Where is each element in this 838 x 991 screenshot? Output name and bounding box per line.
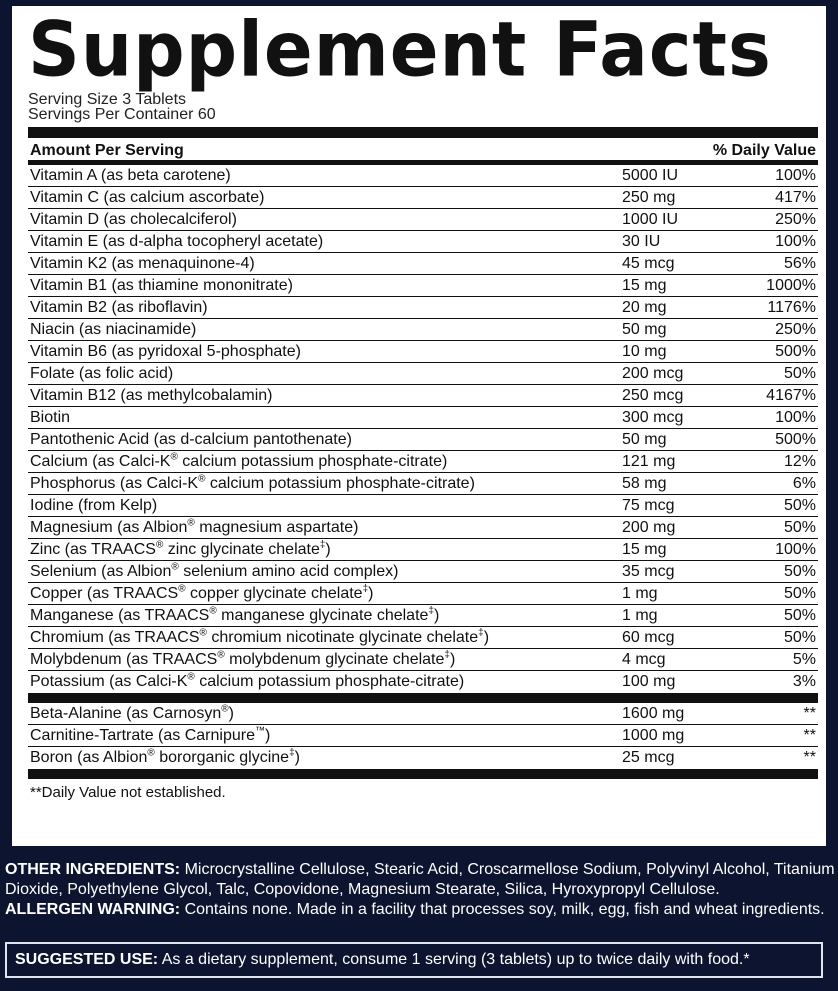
nutrient-daily-value: 56% (783, 255, 816, 272)
suggested-use-label: SUGGESTED USE: (15, 951, 159, 968)
bottom-divider (28, 769, 818, 779)
nutrient-amount: 4 mcg (622, 651, 666, 668)
supplement-facts-panel (12, 6, 826, 846)
nutrient-amount: 10 mg (622, 343, 667, 360)
nutrient-name: Vitamin K2 (as menaquinone-4) (30, 255, 255, 272)
nutrient-daily-value: 50% (783, 365, 816, 382)
other-ingredients-text: Microcrystalline Cellulose, Stearic Acid, Croscarmellose Sodium, Polyvinyl Alcohol, Titanium Dioxide, Polyethylene Glycol, Talc, Copovidone, Magnesium Stearate, Silica, Hyroxypropyl Cellulose. (5, 861, 835, 898)
nutrient-amount: 35 mcg (622, 563, 675, 580)
nutrient-name: Zinc (as TRAACS® zinc glycinate chelate‡) (30, 539, 331, 558)
nutrient-table (28, 165, 818, 692)
nutrient-name: Chromium (as TRAACS® chromium nicotinate glycinate chelate‡) (30, 627, 490, 646)
nutrient-name: Pantothenic Acid (as d-calcium pantothenate) (30, 431, 352, 448)
nutrient-name: Vitamin B2 (as riboflavin) (30, 299, 208, 316)
nutrient-row (28, 165, 818, 187)
nutrient-name: Folate (as folic acid) (30, 365, 174, 382)
nutrient-daily-value: 50% (783, 607, 816, 624)
nutrient-amount: 58 mg (622, 475, 667, 492)
nutrient-amount: 200 mcg (622, 365, 684, 382)
nutrient-row (28, 429, 818, 451)
nutrient-row (28, 451, 818, 473)
nutrient-row (28, 407, 818, 429)
nutrient-daily-value: 417% (775, 189, 816, 206)
nutrient-name: Manganese (as TRAACS® manganese glycinate chelate‡) (30, 605, 440, 624)
nutrient-amount: 45 mcg (622, 255, 675, 272)
nutrient-name: Carnitine-Tartrate (as Carnipure™) (30, 725, 271, 744)
allergen-warning (5, 900, 835, 920)
nutrient-row (28, 341, 818, 363)
facts-title: Supplement Facts (28, 4, 772, 94)
nutrient-amount: 15 mg (622, 541, 667, 558)
nutrient-amount: 250 mg (622, 189, 676, 206)
nutrient-daily-value: 5% (792, 651, 816, 668)
nutrient-amount: 75 mcg (622, 497, 675, 514)
nutrient-row (28, 209, 818, 231)
nutrient-row (28, 747, 818, 769)
nutrient-amount: 300 mcg (622, 409, 684, 426)
thick-divider (28, 127, 818, 138)
nutrient-amount: 1000 mg (622, 727, 685, 744)
nutrient-daily-value: 100% (775, 409, 816, 426)
nutrient-row (28, 473, 818, 495)
nutrient-name: Magnesium (as Albion® magnesium aspartate) (30, 517, 359, 536)
nutrient-row (28, 495, 818, 517)
nutrient-amount: 15 mg (622, 277, 667, 294)
nutrient-name: Selenium (as Albion® selenium amino acid complex) (30, 561, 399, 580)
nutrient-amount: 30 IU (622, 233, 661, 250)
nutrient-amount: 200 mg (622, 519, 676, 536)
other-ingredients-label: OTHER INGREDIENTS: (5, 861, 181, 878)
servings-per-container: Servings Per Container 60 (28, 106, 216, 123)
suggested-use-text: As a dietary supplement, consume 1 serving (3 tablets) up to twice daily with food.* (161, 951, 750, 968)
facts-header-row (28, 138, 818, 160)
nutrient-daily-value: 250% (775, 321, 816, 338)
section-divider (28, 693, 818, 703)
nutrient-amount: 1 mg (622, 607, 658, 624)
nutrient-daily-value: ** (803, 727, 816, 744)
nutrient-daily-value: ** (803, 705, 816, 722)
serving-size: Serving Size 3 Tablets (28, 91, 187, 108)
nutrient-row (28, 627, 818, 649)
amount-per-serving-label: Amount Per Serving (30, 142, 184, 159)
nutrient-name: Potassium (as Calci-K® calcium potassium phosphate-citrate) (30, 671, 465, 690)
nutrient-daily-value: 100% (775, 167, 816, 184)
nutrient-row (28, 517, 818, 539)
nutrient-name: Beta-Alanine (as Carnosyn®) (30, 703, 234, 722)
nutrient-name: Molybdenum (as TRAACS® molybdenum glycinate chelate‡) (30, 649, 456, 668)
nutrient-row (28, 187, 818, 209)
nutrient-amount: 121 mg (622, 453, 676, 470)
nutrient-daily-value: 50% (783, 563, 816, 580)
nutrient-name: Vitamin B1 (as thiamine mononitrate) (30, 277, 293, 294)
nutrient-row (28, 231, 818, 253)
nutrient-amount: 250 mcg (622, 387, 684, 404)
nutrient-daily-value: 50% (783, 629, 816, 646)
nutrient-row (28, 253, 818, 275)
ingredients-block (5, 860, 835, 920)
nutrient-daily-value: 250% (775, 211, 816, 228)
nutrient-amount: 50 mg (622, 431, 667, 448)
nutrient-amount: 20 mg (622, 299, 667, 316)
nutrient-daily-value: 500% (775, 431, 816, 448)
nutrient-daily-value: 50% (783, 585, 816, 602)
nutrient-daily-value: 50% (783, 519, 816, 536)
nutrient-name: Niacin (as niacinamide) (30, 321, 197, 338)
nutrient-name: Boron (as Albion® bororganic glycine‡) (30, 747, 300, 766)
nutrient-amount: 50 mg (622, 321, 667, 338)
nutrient-amount: 1600 mg (622, 705, 685, 722)
daily-value-label: % Daily Value (712, 142, 816, 159)
nutrient-row (28, 275, 818, 297)
nutrient-row (28, 539, 818, 561)
suggested-use-box (5, 942, 823, 978)
nutrient-daily-value: 100% (775, 233, 816, 250)
nutrient-daily-value: 3% (792, 673, 816, 690)
nutrient-row (28, 671, 818, 693)
nutrient-row (28, 385, 818, 407)
nutrient-name: Vitamin B6 (as pyridoxal 5-phosphate) (30, 343, 301, 360)
nutrient-name: Calcium (as Calci-K® calcium potassium phosphate-citrate) (30, 451, 448, 470)
nutrient-row (28, 319, 818, 341)
other-nutrient-table (28, 703, 818, 768)
nutrient-daily-value: 500% (775, 343, 816, 360)
facts-inner (28, 6, 818, 844)
nutrient-name: Vitamin D (as cholecalciferol) (30, 211, 237, 228)
nutrient-amount: 100 mg (622, 673, 676, 690)
nutrient-row (28, 605, 818, 627)
footnote: **Daily Value not established. (30, 784, 226, 801)
nutrient-row (28, 561, 818, 583)
nutrient-row (28, 649, 818, 671)
nutrient-daily-value: 100% (775, 541, 816, 558)
nutrient-name: Iodine (from Kelp) (30, 497, 158, 514)
nutrient-daily-value: 12% (783, 453, 816, 470)
nutrient-daily-value: 1000% (766, 277, 816, 294)
nutrient-name: Biotin (30, 409, 71, 426)
nutrient-name: Vitamin B12 (as methylcobalamin) (30, 387, 273, 404)
nutrient-name: Vitamin A (as beta carotene) (30, 167, 231, 184)
nutrient-name: Phosphorus (as Calci-K® calcium potassium phosphate-citrate) (30, 473, 475, 492)
other-ingredients (5, 860, 835, 900)
nutrient-daily-value: 1176% (767, 299, 816, 316)
nutrient-amount: 5000 IU (622, 167, 679, 184)
nutrient-row (28, 297, 818, 319)
nutrient-daily-value: 4167% (766, 387, 816, 404)
nutrient-amount: 60 mcg (622, 629, 675, 646)
allergen-warning-label: ALLERGEN WARNING: (5, 901, 181, 918)
allergen-warning-text: Contains none. Made in a facility that processes soy, milk, egg, fish and wheat ingredients. (184, 901, 825, 918)
nutrient-row (28, 363, 818, 385)
nutrient-daily-value: ** (803, 749, 816, 766)
nutrient-name: Vitamin C (as calcium ascorbate) (30, 189, 265, 206)
nutrient-amount: 1000 IU (622, 211, 679, 228)
nutrient-row (28, 725, 818, 747)
nutrient-row (28, 583, 818, 605)
nutrient-daily-value: 6% (792, 475, 816, 492)
nutrient-name: Vitamin E (as d-alpha tocopheryl acetate) (30, 233, 324, 250)
nutrient-row (28, 703, 818, 725)
nutrient-name: Copper (as TRAACS® copper glycinate chelate‡) (30, 583, 374, 602)
nutrient-amount: 25 mcg (622, 749, 675, 766)
nutrient-amount: 1 mg (622, 585, 658, 602)
nutrient-daily-value: 50% (783, 497, 816, 514)
